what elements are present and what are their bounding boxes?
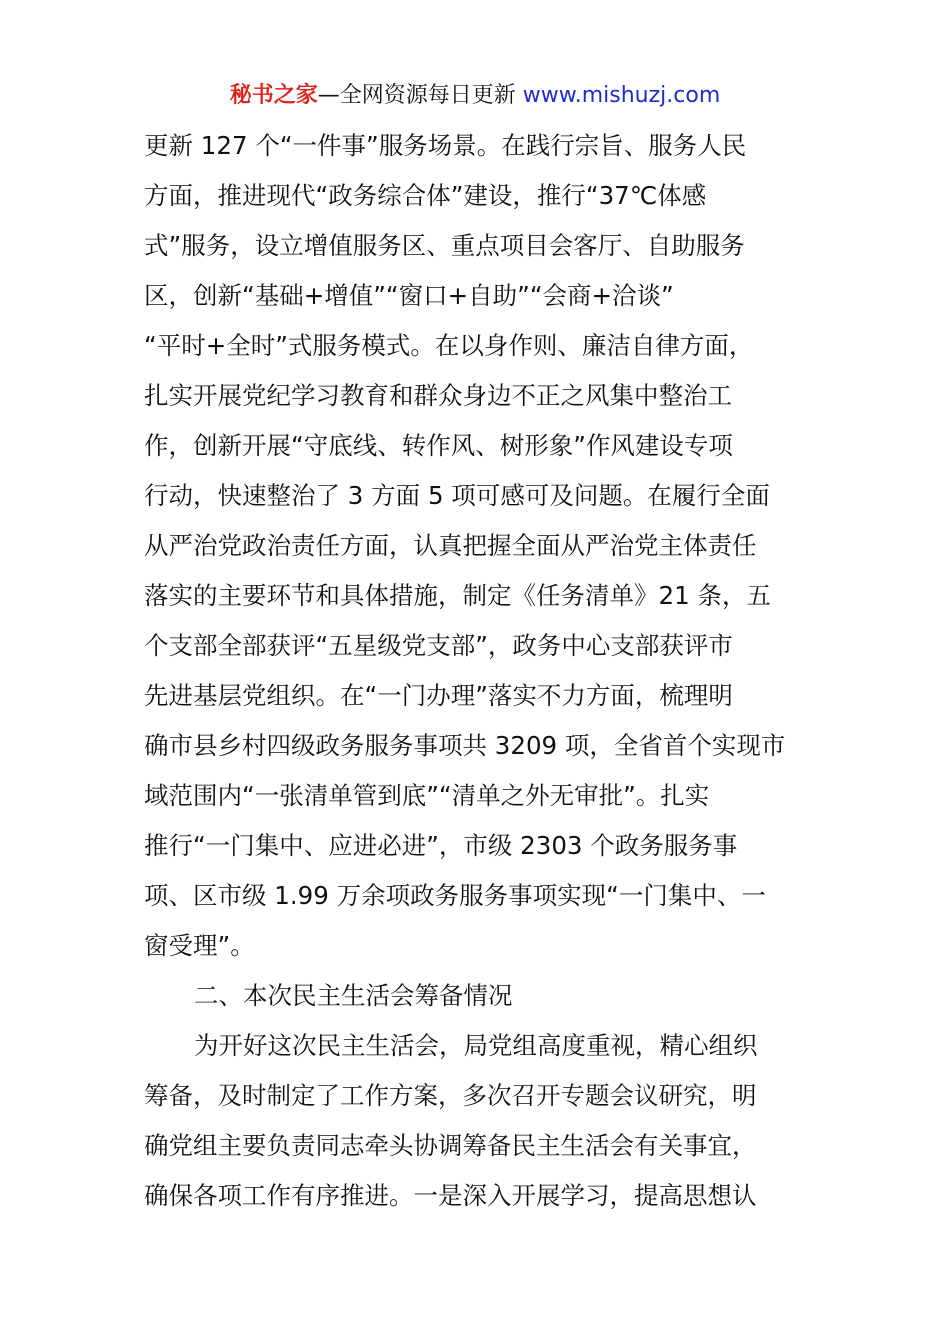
text-line: 从严治党政治责任方面，认真把握全面从严治党主体责任 bbox=[144, 531, 757, 560]
text-line: 确市县乡村四级政务服务事项共 3209 项，全省首个实现市 bbox=[144, 731, 786, 760]
text-line: 确党组主要负责同志牵头协调筹备民主生活会有关事宜， bbox=[144, 1131, 757, 1160]
header-separator: — bbox=[317, 83, 340, 108]
header-tagline: 全网资源每日更新 bbox=[339, 83, 516, 108]
text-line: “平时+全时”式服务模式。在以身作则、廉洁自律方面， bbox=[144, 331, 754, 360]
text-line: 式”服务，设立增值服务区、重点项目会客厅、自助服务 bbox=[144, 231, 745, 260]
text-line: 确保各项工作有序推进。一是深入开展学习，提高思想认 bbox=[144, 1181, 757, 1210]
text-line: 项、区市级 1.99 万余项政务服务事项实现“一门集中、一 bbox=[144, 881, 766, 910]
text-line: 落实的主要环节和具体措施，制定《任务清单》21 条，五 bbox=[144, 581, 771, 610]
site-url[interactable]: www.mishuzj.com bbox=[522, 83, 721, 108]
text-line: 窗受理”。 bbox=[144, 931, 255, 960]
text-line: 区，创新“基础+增值”“窗口+自助”“会商+洽谈” bbox=[144, 281, 674, 310]
brand-name: 秘书之家 bbox=[229, 83, 318, 108]
text-line: 行动，快速整治了 3 方面 5 项可感可及问题。在履行全面 bbox=[144, 481, 770, 510]
text-line: 作，创新开展“守底线、转作风、树形象”作风建设专项 bbox=[144, 431, 733, 460]
text-line: 更新 127 个“一件事”服务场景。在践行宗旨、服务人民 bbox=[144, 131, 747, 160]
text-line: 先进基层党组织。在“一门办理”落实不力方面，梳理明 bbox=[144, 681, 733, 710]
paragraph-first-line: 为开好这次民主生活会，局党组高度重视，精心组织 bbox=[194, 1031, 758, 1060]
text-line: 域范围内“一张清单管到底”“清单之外无审批”。扎实 bbox=[144, 781, 710, 810]
text-line: 筹备，及时制定了工作方案，多次召开专题会议研究，明 bbox=[144, 1081, 757, 1110]
site-header bbox=[0, 80, 950, 112]
text-line: 个支部全部获评“五星级党支部”，政务中心支部获评市 bbox=[144, 631, 733, 660]
text-line: 推行“一门集中、应进必进”，市级 2303 个政务服务事 bbox=[144, 831, 738, 860]
text-line: 方面，推进现代“政务综合体”建设，推行“37℃体感 bbox=[144, 181, 707, 210]
text-line: 扎实开展党纪学习教育和群众身边不正之风集中整治工 bbox=[144, 381, 732, 410]
section-heading: 二、本次民主生活会筹备情况 bbox=[194, 981, 513, 1010]
document-body bbox=[144, 121, 808, 1221]
